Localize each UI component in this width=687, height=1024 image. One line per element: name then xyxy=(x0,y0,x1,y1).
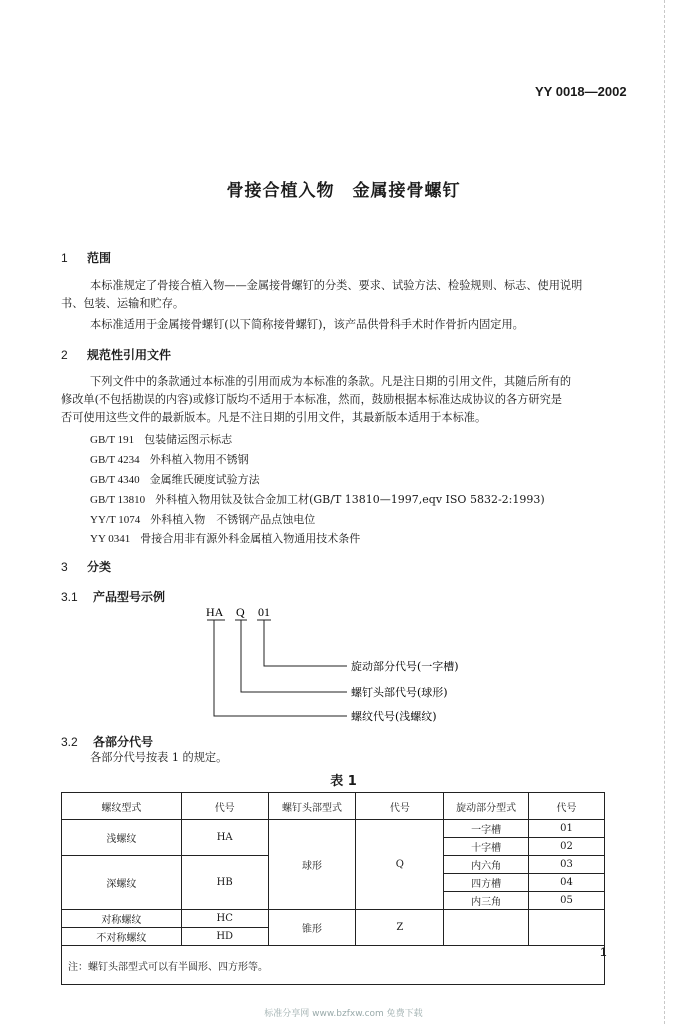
section-3-2-heading xyxy=(61,733,153,750)
head-code-label: 螺钉头部代号(球形) xyxy=(351,686,448,699)
section-title: 范围 xyxy=(87,251,112,265)
section-3-1-heading xyxy=(61,588,165,605)
head-type-cell: 球形 xyxy=(268,820,356,910)
thread-type-cell: 深螺纹 xyxy=(62,856,182,910)
drive-type-cell xyxy=(444,910,529,946)
section-number: 1 xyxy=(61,251,68,265)
head-code: Q xyxy=(236,605,245,619)
section-2-heading xyxy=(61,346,171,363)
watermark-footer: 标准分享网 www.bzfxw.com 免费下载 xyxy=(264,1009,423,1019)
reference-item xyxy=(90,471,260,487)
thread-type-cell: 对称螺纹 xyxy=(62,910,182,928)
reference-code: GB/T 4234 xyxy=(90,454,140,466)
drive-type-cell: 四方槽 xyxy=(444,874,529,892)
section-title: 分类 xyxy=(87,560,112,574)
thread-type-cell: 不对称螺纹 xyxy=(62,928,182,946)
drive-code-cell: 04 xyxy=(529,874,605,892)
drive-code-cell: 02 xyxy=(529,838,605,856)
reference-title: 外科植入物用不锈钢 xyxy=(149,453,249,466)
section-2-para-line1: 下列文件中的条款通过本标准的引用而成为本标准的条款。凡是注日期的引用文件，其随后所有的 xyxy=(90,375,572,388)
thread-code-cell: HD xyxy=(181,928,268,946)
section-1-heading xyxy=(61,249,111,266)
table-header: 代号 xyxy=(181,793,268,820)
drive-type-cell: 内六角 xyxy=(444,856,529,874)
thread-code-cell: HC xyxy=(181,910,268,928)
reference-code: GB/T 13810 xyxy=(90,494,146,506)
table-note-row xyxy=(62,946,605,985)
reference-title: 外科植入物 不锈钢产品点蚀电位 xyxy=(150,513,316,526)
page-number: 1 xyxy=(600,945,607,959)
reference-item xyxy=(90,451,249,467)
thread-type-cell: 浅螺纹 xyxy=(62,820,182,856)
section-2-para-line2: 修改单(不包括勘误的内容)或修订版均不适用于本标准，然而，鼓励根据本标准达成协议的各方研究是 xyxy=(61,393,562,406)
thread-code-cell: HA xyxy=(181,820,268,856)
drive-code-label: 旋动部分代号(一字槽) xyxy=(351,660,459,673)
table-note: 注：螺钉头部型式可以有半圆形、四方形等。 xyxy=(62,946,605,985)
table-header: 旋动部分型式 xyxy=(444,793,529,820)
model-code-diagram xyxy=(195,600,515,725)
reference-item xyxy=(90,530,360,546)
drive-code-cell: 01 xyxy=(529,820,605,838)
section-number: 2 xyxy=(61,348,68,362)
section-title: 产品型号示例 xyxy=(93,590,166,604)
table-header: 代号 xyxy=(529,793,605,820)
drive-type-cell: 十字槽 xyxy=(444,838,529,856)
table-header: 代号 xyxy=(356,793,444,820)
section-1-para1-line1: 本标准规定了骨接合植入物——金属接骨螺钉的分类、要求、试验方法、检验规则、标志、使用说明 xyxy=(90,279,583,292)
reference-code: YY/T 1074 xyxy=(90,514,141,526)
standard-number: YY 0018—2002 xyxy=(535,84,627,99)
section-number: 3.2 xyxy=(61,735,78,749)
drive-code-cell: 05 xyxy=(529,892,605,910)
section-3-heading xyxy=(61,558,111,575)
reference-title: 骨接合用非有源外科金属植入物通用技术条件 xyxy=(140,532,361,545)
reference-title: 外科植入物用钛及钛合金加工材(GB/T 13810—1997,eqv ISO 5832-2:1993) xyxy=(155,493,545,506)
table-row xyxy=(62,820,605,838)
document-title: 骨接合植入物 金属接骨螺钉 xyxy=(226,181,461,201)
drive-type-cell: 内三角 xyxy=(444,892,529,910)
leader-line xyxy=(241,620,347,692)
table-1 xyxy=(61,792,605,985)
section-title: 各部分代号 xyxy=(93,735,154,749)
drive-code-cell: 03 xyxy=(529,856,605,874)
head-code-cell: Q xyxy=(356,820,444,910)
head-code-cell: Z xyxy=(356,910,444,946)
table-header-row xyxy=(62,793,605,820)
head-type-cell: 锥形 xyxy=(268,910,356,946)
table-header: 螺纹型式 xyxy=(62,793,182,820)
drive-type-cell: 一字槽 xyxy=(444,820,529,838)
thread-code: HA xyxy=(206,605,224,619)
reference-code: YY 0341 xyxy=(90,533,131,545)
drive-code-cell xyxy=(529,910,605,946)
leader-line xyxy=(214,620,347,716)
table-caption: 表 1 xyxy=(330,774,357,789)
reference-item xyxy=(90,431,232,447)
section-1-para2: 本标准适用于金属接骨螺钉(以下简称接骨螺钉)，该产品供骨科手术时作骨折内固定用。 xyxy=(90,318,524,331)
reference-item xyxy=(90,491,545,507)
reference-title: 包装储运图示标志 xyxy=(144,433,233,446)
reference-code: GB/T 191 xyxy=(90,434,135,446)
reference-item xyxy=(90,511,315,527)
section-number: 3 xyxy=(61,560,68,574)
leader-line xyxy=(264,620,347,666)
drive-code: 01 xyxy=(258,605,270,619)
section-2-para-line3: 否可使用这些文件的最新版本。凡是不注日期的引用文件，其最新版本适用于本标准。 xyxy=(61,411,487,424)
thread-code-cell: HB xyxy=(181,856,268,910)
thread-code-label: 螺纹代号(浅螺纹) xyxy=(351,710,437,723)
table-header: 螺钉头部型式 xyxy=(268,793,356,820)
section-3-2-text: 各部分代号按表 1 的规定。 xyxy=(90,751,228,764)
page-edge-line xyxy=(664,0,665,1024)
reference-code: GB/T 4340 xyxy=(90,474,140,486)
section-1-para1-line2: 书、包装、运输和贮存。 xyxy=(61,297,185,310)
section-title: 规范性引用文件 xyxy=(87,348,172,362)
reference-title: 金属维氏硬度试验方法 xyxy=(149,473,260,486)
section-number: 3.1 xyxy=(61,590,78,604)
